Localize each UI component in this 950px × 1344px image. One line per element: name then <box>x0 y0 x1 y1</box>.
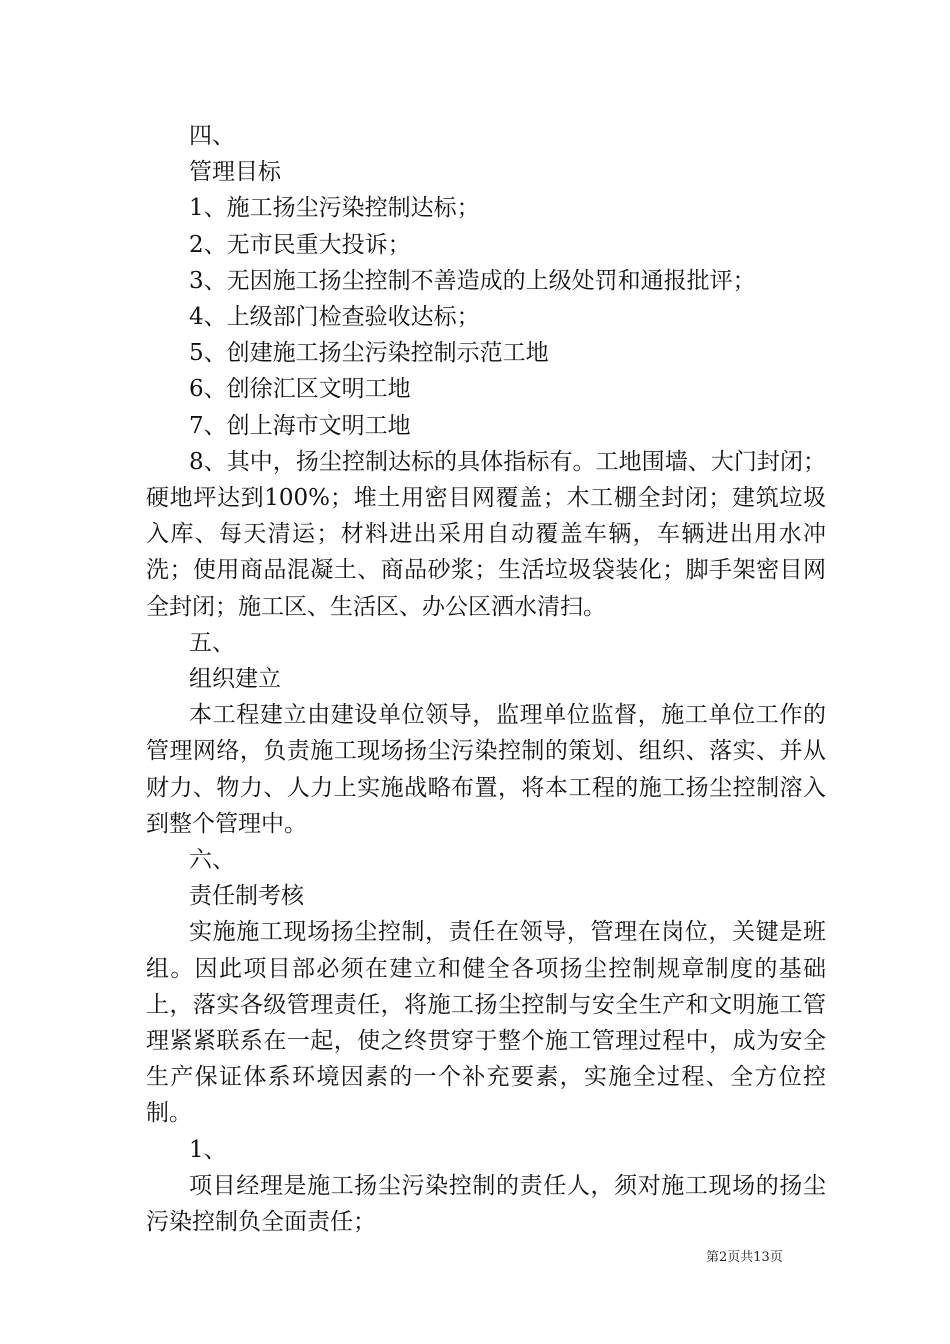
goal-item-7: 7、创上海市文明工地 <box>189 412 411 439</box>
goal-item-4: 4、上级部门检查验收达标； <box>189 304 480 331</box>
section-4-title: 管理目标 <box>189 159 281 186</box>
goal-item-8-paragraph: 8、其中，扬尘控制达标的具体指标有。工地围墙、大门封闭；硬地坪达到100%；堆土用密目网覆盖；木工棚全封闭；建筑垃圾入库、每天清运；材料进出采用自动覆盖车辆，车辆进出用水冲洗；使用商品混凝土、商品砂浆；生活垃圾袋装化；脚手架密目网全封闭；施工区、生活区、办公区洒水清扫。 <box>146 448 826 620</box>
goal-item-6: 6、创徐汇区文明工地 <box>189 376 411 403</box>
section-5-number: 五、 <box>189 629 235 656</box>
goal-item-5: 5、创建施工扬尘污染控制示范工地 <box>189 340 549 367</box>
section-4-number: 四、 <box>189 123 235 149</box>
document-body <box>146 118 826 1240</box>
section-6-number: 六、 <box>189 847 235 874</box>
goal-item-2: 2、无市民重大投诉； <box>189 231 411 258</box>
goal-item-1: 1、施工扬尘污染控制达标； <box>189 195 480 222</box>
responsibility-paragraph: 实施施工现场扬尘控制，责任在领导，管理在岗位，关键是班组。因此项目部必须在建立和健全各项扬尘控制规章制度的基础上，落实各级管理责任，将施工扬尘控制与安全生产和文明施工管理紧紧联系在一起，使之终贯穿于整个施工管理过程中，成为安全生产保证体系环境因素的一个补充要素，实施全过程、全方位控制。 <box>146 919 826 1127</box>
section-5-title: 组织建立 <box>189 666 281 693</box>
section-6-title: 责任制考核 <box>189 883 304 910</box>
page-number-footer: 第2页共13页 <box>706 1250 783 1265</box>
project-manager-paragraph: 项目经理是施工扬尘污染控制的责任人，须对施工现场的扬尘污染控制负全面责任； <box>146 1172 826 1236</box>
subsection-1-number: 1、 <box>189 1136 227 1163</box>
goal-item-3: 3、无因施工扬尘控制不善造成的上级处罚和通报批评； <box>189 267 756 294</box>
organization-paragraph: 本工程建立由建设单位领导，监理单位监督，施工单位工作的管理网络，负责施工现场扬尘污染控制的策划、组织、落实、并从财力、物力、人力上实施战略布置，将本工程的施工扬尘控制溶入到整个管理中。 <box>146 702 826 837</box>
